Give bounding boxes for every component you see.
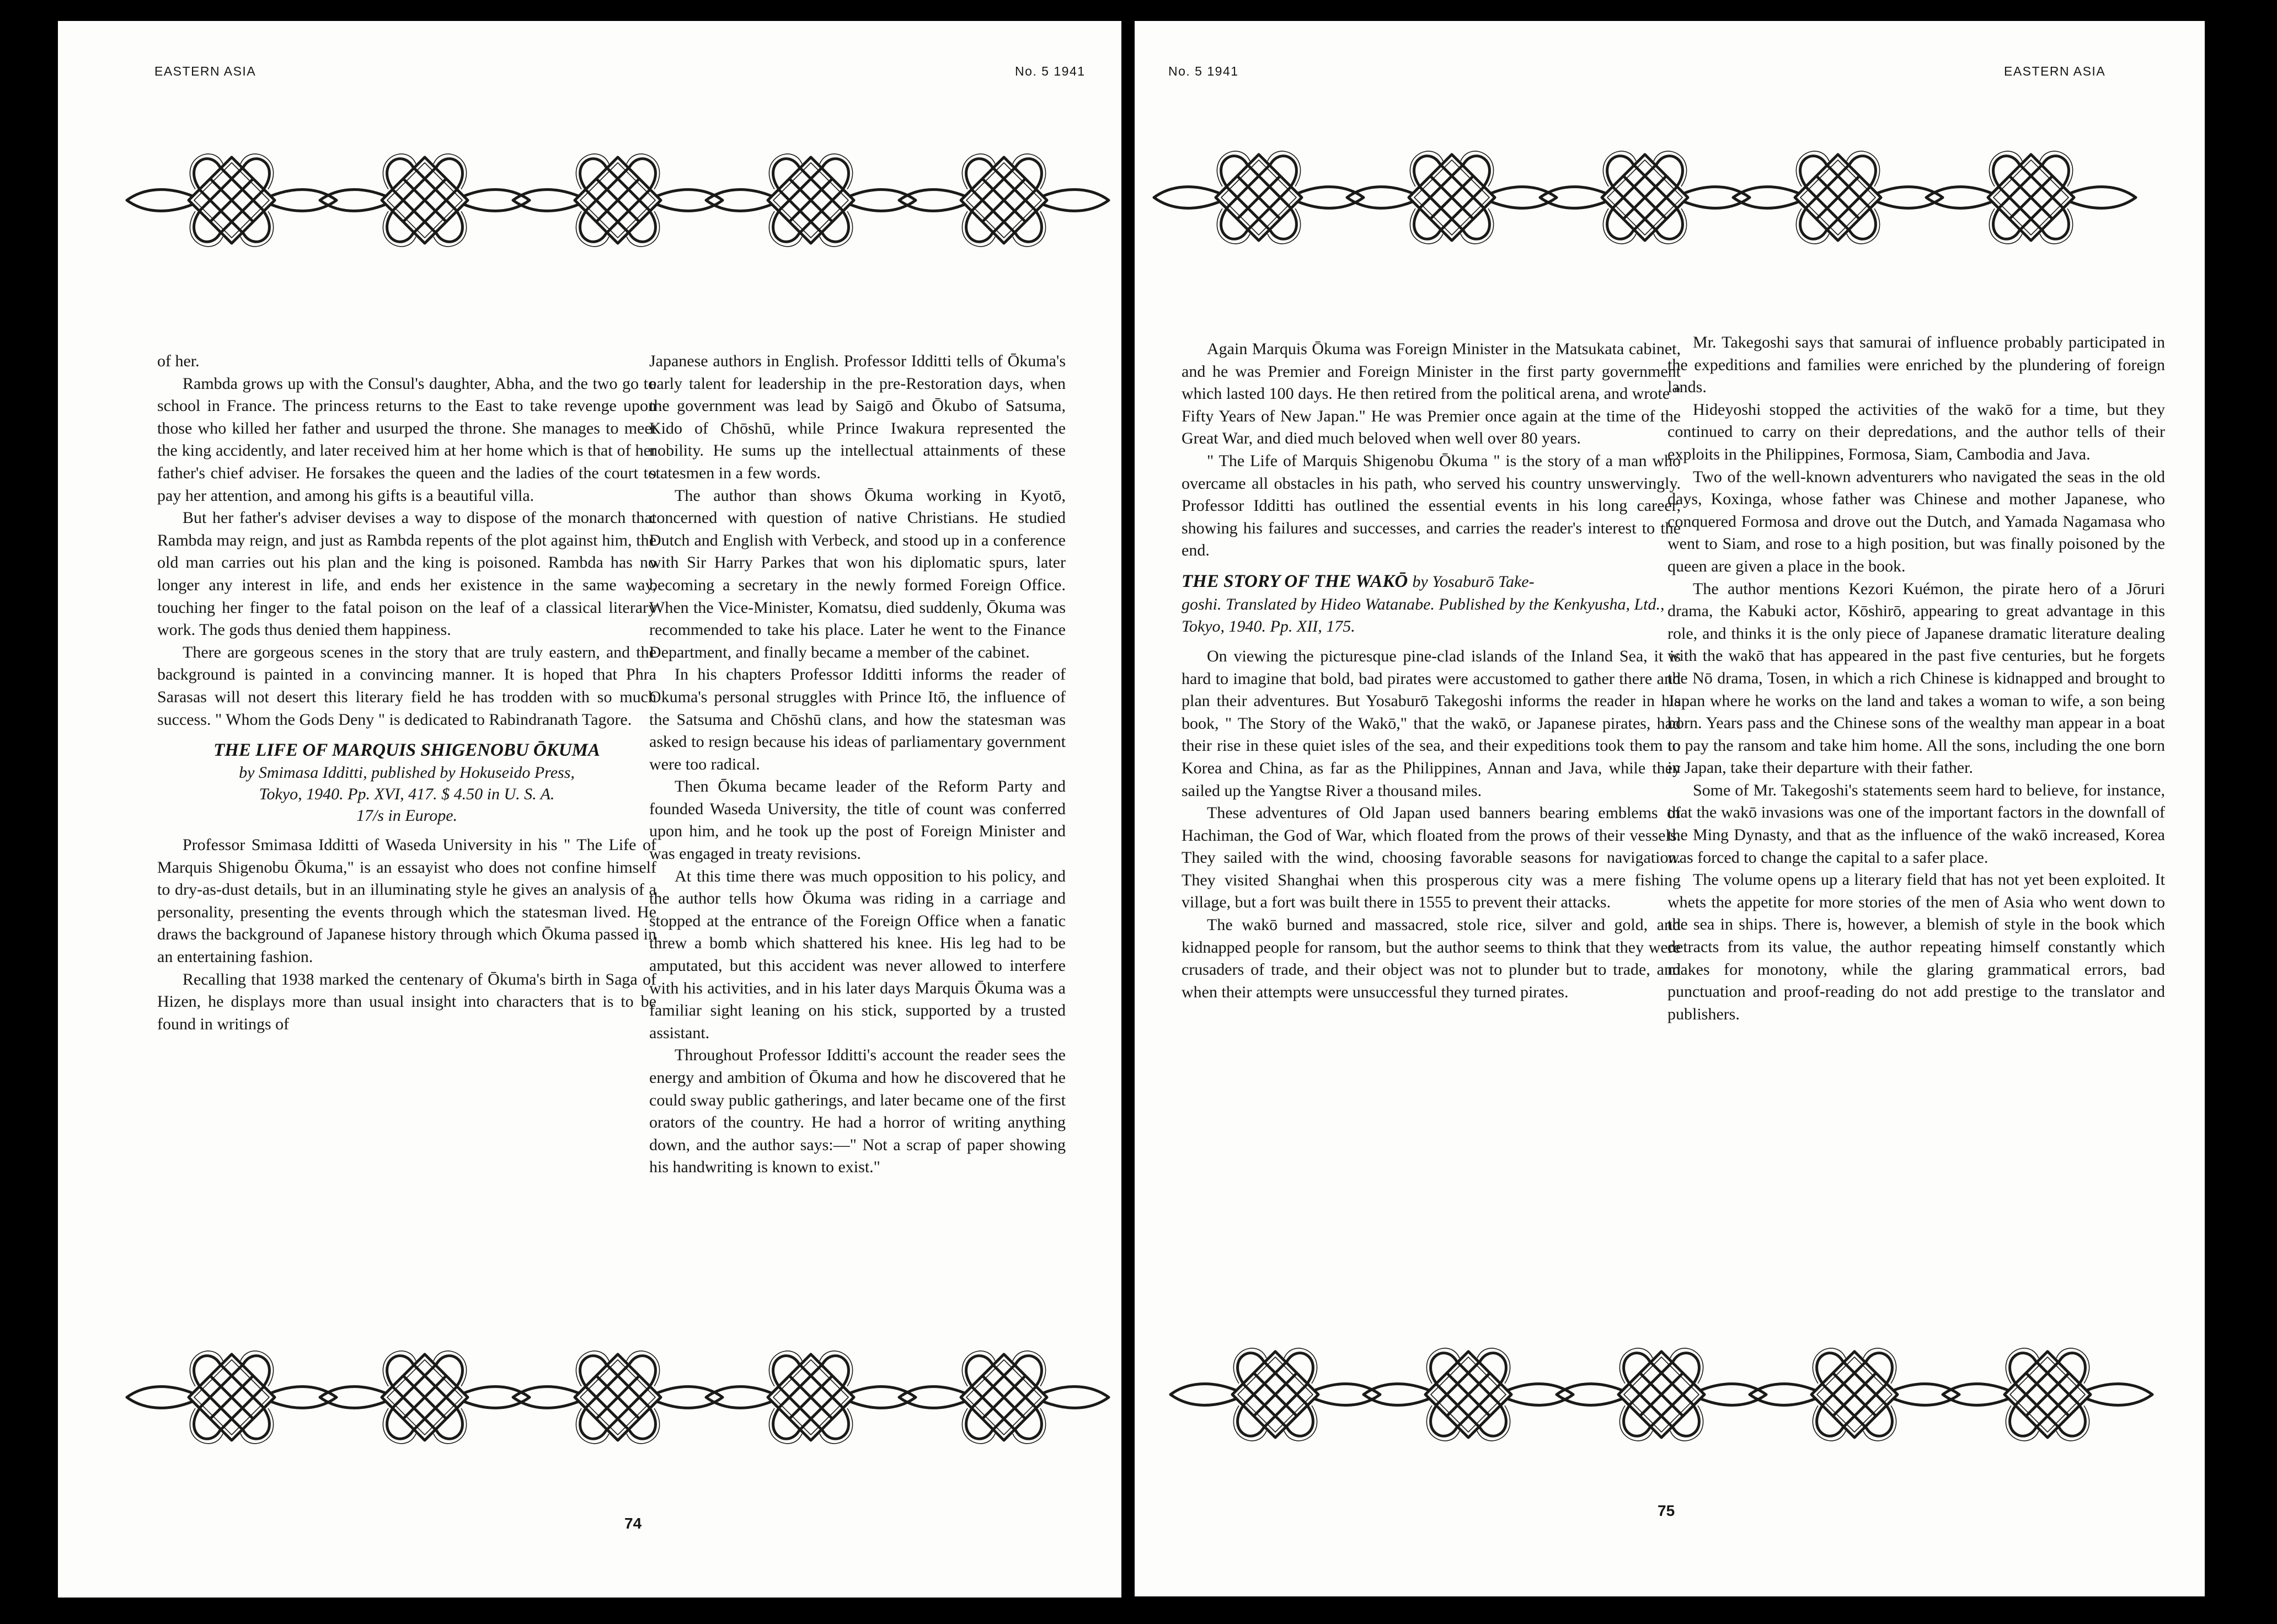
paragraph: Japanese authors in English. Professor Idditti tells of Ōkuma's early talent for leadership in the pre-Restoration days, when the government was lead by Saigō and Ōkubo of Satsuma, Kido of Chōshū, while Prince Iwakura represented the nobility. He sums up the intellectual attainments of these statesmen in a few words.: [649, 352, 1066, 482]
paragraph: The author mentions Kezori Kuémon, the pirate hero of a Jōruri drama, the Kabuki actor, Kōshirō, appearing to great advantage in this role, and thinks it is the only piece of Japanese dramatic literature dealing with the wakō that has appeared in the past five centuries, but he forgets the Nō drama, Tosen, in which a rich Chinese is kidnapped and brought to Japan where he works on the land and takes a woman to wife, a son being born. Years pass and the Chinese sons of the wealthy man appear in a boat to pay the ransom and take him home. All the sons, including the one born in Japan, take their departure with their father.: [1667, 579, 2165, 777]
paragraph: Some of Mr. Takegoshi's statements seem hard to believe, for instance, that the wakō invasions was one of the important factors in the downfall of the Ming Dynasty, and that as the influence of the wakō increased, Korea was forced to change the capital to a safer place.: [1667, 781, 2165, 867]
paragraph: Two of the well-known adventurers who navigated the seas in the old days, Koxinga, whose father was Chinese and mother Japanese, who conquered Formosa and drove out the Dutch, and Yamada Nagamasa who went to Siam, and rose to a high position, but was finally poisoned by the queen are given a place in the book.: [1667, 467, 2165, 575]
page-75: [1135, 21, 2205, 1596]
paragraph: In his chapters Professor Idditti informs the reader of Okuma's personal struggles with Prince Itō, the influence of the Satsuma and Chōshū clans, and how the statesman was asked to resign because his ideas of parliamentary government were too radical.: [649, 665, 1066, 773]
paragraph: The author than shows Ōkuma working in Kyotō, concerned with question of native Christians. He studied Dutch and English with Verbeck, and stood up in a conference with Sir Harry Parkes that won his diplomatic spurs, later becoming a secretary in the newly formed Foreign Office. When the Vice-Minister, Komatsu, died suddenly, Ōkuma was recommended to take his place. Later he went to the Finance Department, and finally became a member of the cabinet.: [649, 486, 1066, 661]
endless-knot-icon-row: [1168, 1339, 2155, 1450]
knot-border-top: [1151, 142, 2139, 253]
endless-knot-icon-row: [124, 1342, 1111, 1452]
endless-knot-icon-row: [124, 145, 1111, 255]
bib-line: 17/s in Europe.: [356, 806, 458, 825]
paragraph: But her father's adviser devises a way to dispose of the monarch that Rambda may reign, and just as Rambda repents of the plot against him, the old man carries out his plan and the king is poisoned. Rambda has no longer any interest in life, and ends her existence in the same way, touching her finger to the fatal poison on the leaf of a classical literary work. The gods thus denied them happiness.: [157, 509, 656, 639]
review-bibliography: goshi. Translated by Hideo Watanabe. Published by the Kenkyusha, Ltd., Tokyo, 1940. Pp. XII, 175.: [1182, 595, 1665, 635]
paragraph: There are gorgeous scenes in the story that are truly eastern, and the background is painted in a convincing manner. It is hoped that Phra Sarasas will not desert this literary field he has trodden with so much success. " Whom the Gods Deny " is dedicated to Rabindranath Tagore.: [157, 643, 656, 729]
column-1: [157, 350, 656, 1035]
page-number: 74: [624, 1515, 642, 1532]
review-heading: [1182, 570, 1681, 594]
paragraph: Throughout Professor Idditti's account the reader sees the energy and ambition of Ōkuma and how he discovered that he could sway public gatherings, and later became one of the first orators of the country. He had a horror of writing anything down, and the author says:—" Not a scrap of paper showing his handwriting is known to exist.": [649, 1046, 1066, 1177]
running-header-title: EASTERN ASIA: [154, 64, 256, 78]
review-author: by Yosaburō Take-: [1412, 572, 1535, 591]
review-heading: THE LIFE OF MARQUIS SHIGENOBU ŌKUMA: [213, 740, 600, 761]
paragraph: of her.: [157, 352, 200, 370]
running-header-issue: No. 5 1941: [1015, 64, 1086, 78]
knot-border-bottom: [1168, 1339, 2155, 1450]
knot-border-top: [124, 145, 1111, 255]
column-2: [649, 350, 1066, 1179]
paragraph: On viewing the picturesque pine-clad islands of the Inland Sea, it is hard to imagine that bold, bad pirates were accustomed to gather there and plan their adventures. But Yosaburō Takegoshi informs the reader in his book, " The Story of the Wakō," that the wakō, or Japanese pirates, had their rise in these quiet isles of the sea, and their expeditions took them to Korea and China, as far as the Philippines, Annan and Java, while they sailed up the Yangtse River a thousand miles.: [1182, 647, 1681, 800]
endless-knot-icon-row: [1151, 142, 2139, 253]
paragraph: Professor Smimasa Idditti of Waseda University in his " The Life of Marquis Shigenobu Ōkuma," is an essayist who does not confine himself to dry-as-dust details, but in an illuminating style he gives an analysis of a personality, presenting the events through which the statesman lived. He draws the background of Japanese history through which Ōkuma passed in an entertaining fashion.: [157, 836, 656, 966]
knot-border-bottom: [124, 1342, 1111, 1452]
bib-line: Tokyo, 1940. Pp. XVI, 417. $ 4.50 in U. S. A.: [259, 785, 555, 804]
paragraph: These adventures of Old Japan used banners bearing emblems of Hachiman, the God of War, which floated from the prows of their vessels. They sailed with the wind, choosing favorable seasons for navigation. They visited Shanghai when this prosperous city was a mere fishing village, but a fort was built there in 1555 to prevent their attacks.: [1182, 804, 1681, 912]
review-title: THE STORY OF THE WAKŌ: [1182, 571, 1408, 591]
paragraph: The wakō burned and massacred, stole rice, silver and gold, and kidnapped people for ransom, but the author seems to think that they were crusaders of trade, and their object was not to plunder but to trade, and when their attempts were unsuccessful they turned pirates.: [1182, 916, 1681, 1001]
paragraph: The volume opens up a literary field that has not yet been exploited. It whets the appetite for more stories of the men of Asia who went down to the sea in ships. There is, however, a blemish of style in the book which detracts from its value, the author repeating himself constantly which makes for monotony, while the glaring grammatical errors, bad punctuation and proof-reading do not add prestige to the translator and publishers.: [1667, 870, 2165, 1023]
running-header-issue: No. 5 1941: [1168, 64, 1239, 78]
page-number: 75: [1658, 1502, 1675, 1519]
paragraph: Mr. Takegoshi says that samurai of influence probably participated in the expeditions and families were enriched by the plundering of foreign lands.: [1667, 333, 2165, 397]
column-2: [1667, 332, 2165, 1025]
paragraph: At this time there was much opposition to his policy, and the author tells how Ōkuma was riding in a carriage and stopped at the entrance of the Foreign Office when a fanatic threw a bomb which shattered his knee. His leg had to be amputated, but this accident was never allowed to interfere with his activities, and in his later days Marquis Ōkuma was a familiar sight leaning on his stick, supported by a trusted assistant.: [649, 867, 1066, 1042]
bib-line: by Smimasa Idditti, published by Hokuseido Press,: [239, 763, 575, 782]
paragraph: Hideyoshi stopped the activities of the wakō for a time, but they continued to carry on their depredations, and the author tells of their exploits in the Philippines, Formosa, Siam, Cambodia and Java.: [1667, 400, 2165, 463]
page-74: [58, 21, 1121, 1598]
paragraph: Again Marquis Ōkuma was Foreign Minister in the Matsukata cabinet, and he was Premier and Foreign Minister in the first party government which lasted 100 days. He then retired from the political arena, and wrote " Fifty Years of New Japan." He was Premier once again at the time of the Great War, and died much beloved when well over 80 years.: [1182, 340, 1681, 448]
paragraph: " The Life of Marquis Shigenobu Ōkuma " is the story of a man who overcame all obstacles in his path, who served his country unswervingly. Professor Idditti has outlined the essential events in his long career, showing his failures and successes, and carries the reader's interest to the end.: [1182, 451, 1681, 560]
column-1: [1182, 338, 1681, 1003]
running-header-title: EASTERN ASIA: [2004, 64, 2106, 78]
review-bibliography: [157, 762, 656, 826]
paragraph: Recalling that 1938 marked the centenary of Ōkuma's birth in Saga of Hizen, he displays more than usual insight into characters that is to be found in writings of: [157, 970, 656, 1033]
paragraph: Then Ōkuma became leader of the Reform Party and founded Waseda University, the title of count was conferred upon him, and he took up the post of Foreign Minister and was engaged in treaty revisions.: [649, 777, 1066, 863]
paragraph: Rambda grows up with the Consul's daughter, Abha, and the two go to school in France. The princess returns to the East to take revenge upon those who killed her father and usurped the throne. She manages to meet the king accidently, and later received him at her home which is that of her father's chief adviser. He forsakes the queen and the ladies of the court to pay her attention, and among his gifts is a beautiful villa.: [157, 374, 656, 505]
